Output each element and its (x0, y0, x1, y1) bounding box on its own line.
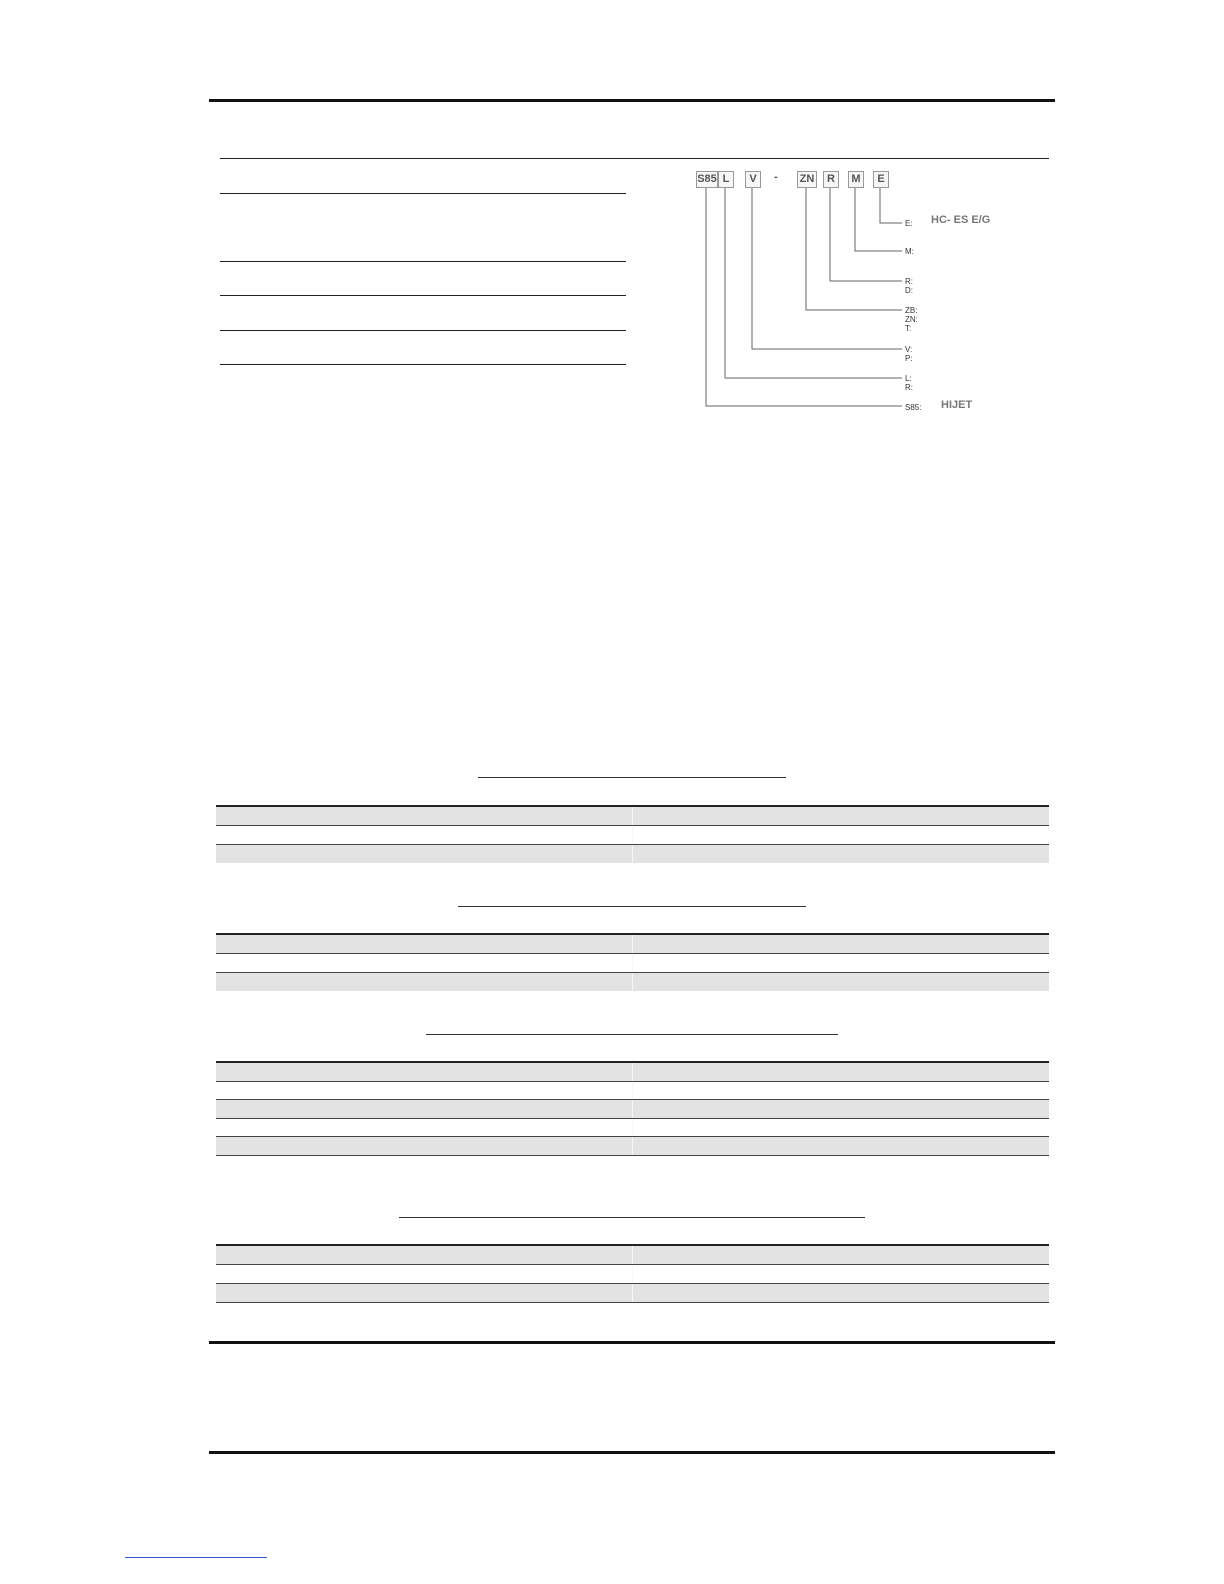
code-box-m: M (848, 171, 864, 188)
label-zn: ZN: (905, 315, 918, 324)
footer-link[interactable] (125, 1557, 267, 1558)
code-box-s85: S85 (696, 171, 718, 188)
footer-rule (209, 1451, 1055, 1454)
label-s85: S85: (905, 403, 922, 412)
table-title-underline (426, 1034, 838, 1035)
table-row (216, 1264, 1049, 1283)
table-row (216, 825, 1049, 844)
table-row (216, 844, 1049, 863)
table-row (216, 1118, 1049, 1137)
code-box-e: E (873, 171, 889, 188)
table-title-underline (478, 777, 786, 778)
label-v: V: (905, 345, 913, 354)
table-bottom-rule (216, 1155, 1049, 1156)
label-m: M: (905, 247, 914, 256)
table-title-underline (458, 906, 806, 907)
table-title-underline (399, 1217, 865, 1218)
diagram-connectors (0, 0, 1224, 430)
label-r2: R: (905, 383, 913, 392)
label-p: P: (905, 354, 913, 363)
table-row (216, 933, 1049, 953)
table-row (216, 1136, 1049, 1155)
table-row (216, 1099, 1049, 1118)
label-d: D: (905, 286, 913, 295)
table-bottom-rule (216, 1302, 1049, 1303)
model-note: HIJET (941, 399, 973, 411)
code-box-zn: ZN (797, 171, 817, 188)
label-t: T: (905, 324, 912, 333)
table-row (216, 1081, 1049, 1100)
label-zb: ZB: (905, 306, 918, 315)
code-dash: - (774, 171, 778, 183)
table-row (216, 805, 1049, 825)
table-row (216, 953, 1049, 972)
label-l: L: (905, 374, 912, 383)
code-box-v: V (745, 171, 761, 188)
content-bottom-rule (209, 1341, 1055, 1344)
engine-note: HC- ES E/G (931, 214, 991, 226)
table-row (216, 1061, 1049, 1081)
table-row (216, 1283, 1049, 1302)
code-box-l: L (718, 171, 734, 188)
label-e: E: (905, 219, 913, 228)
label-r: R: (905, 277, 913, 286)
code-box-r: R (823, 171, 839, 188)
table-row (216, 1244, 1049, 1264)
table-row (216, 972, 1049, 991)
